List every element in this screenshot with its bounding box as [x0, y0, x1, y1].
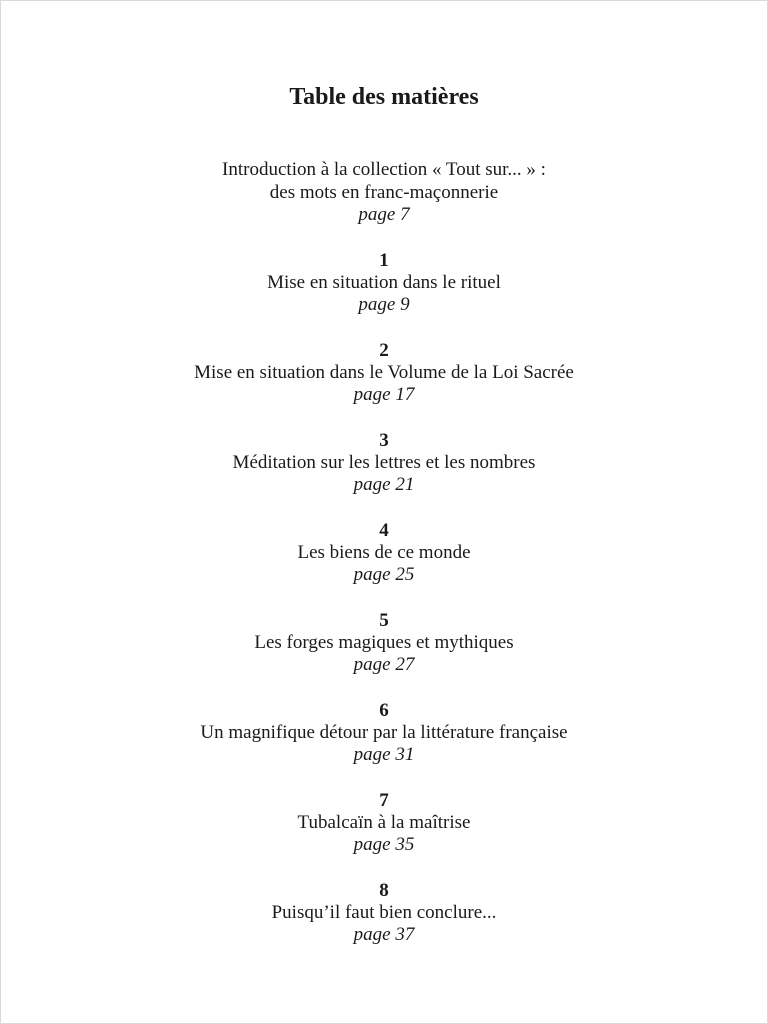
toc-entry-chapter-6: [0, 700, 768, 767]
toc-entry-introduction: [0, 159, 768, 227]
chapter-page-ref: page 35: [353, 834, 415, 855]
page-title: Table des matières: [289, 84, 479, 110]
chapter-title: Mise en situation dans le Volume de la Loi Sacrée: [194, 361, 574, 383]
intro-title-line-1: Introduction à la collection « Tout sur... » :: [222, 159, 546, 180]
chapter-page-ref: page 27: [353, 654, 415, 675]
table-of-contents: [0, 82, 768, 970]
toc-entry-chapter-7: [0, 790, 768, 857]
chapter-title: Tubalcaïn à la maîtrise: [297, 811, 471, 833]
chapter-page-ref: page 25: [353, 564, 415, 585]
chapter-number: 7: [379, 789, 389, 811]
chapter-title: Les forges magiques et mythiques: [254, 631, 514, 653]
chapter-number: 2: [379, 339, 389, 361]
chapter-page-ref: page 37: [353, 924, 415, 945]
chapter-page-ref: page 31: [353, 744, 415, 765]
intro-title-line-2: des mots en franc-maçonnerie: [269, 181, 499, 203]
toc-entry-chapter-8: [0, 880, 768, 947]
intro-page-ref: page 7: [358, 204, 410, 225]
chapter-title: Les biens de ce monde: [297, 541, 471, 563]
toc-entry-chapter-1: [0, 250, 768, 317]
chapter-number: 6: [379, 699, 389, 721]
chapter-number: 4: [379, 519, 389, 541]
chapter-number: 3: [379, 429, 389, 451]
chapter-number: 5: [379, 609, 389, 631]
chapter-title: Puisqu’il faut bien conclure...: [271, 901, 497, 923]
chapter-page-ref: page 17: [353, 384, 415, 405]
chapter-number: 8: [379, 879, 389, 901]
chapter-page-ref: page 21: [353, 474, 415, 495]
toc-entry-chapter-5: [0, 610, 768, 677]
chapter-title: Mise en situation dans le rituel: [267, 271, 501, 293]
toc-entry-chapter-3: [0, 430, 768, 497]
toc-entry-chapter-4: [0, 520, 768, 587]
chapter-title: Méditation sur les lettres et les nombres: [232, 451, 536, 473]
chapter-number: 1: [379, 249, 389, 271]
chapter-page-ref: page 9: [358, 294, 410, 315]
toc-entry-chapter-2: [0, 340, 768, 407]
chapter-title: Un magnifique détour par la littérature française: [200, 721, 568, 743]
